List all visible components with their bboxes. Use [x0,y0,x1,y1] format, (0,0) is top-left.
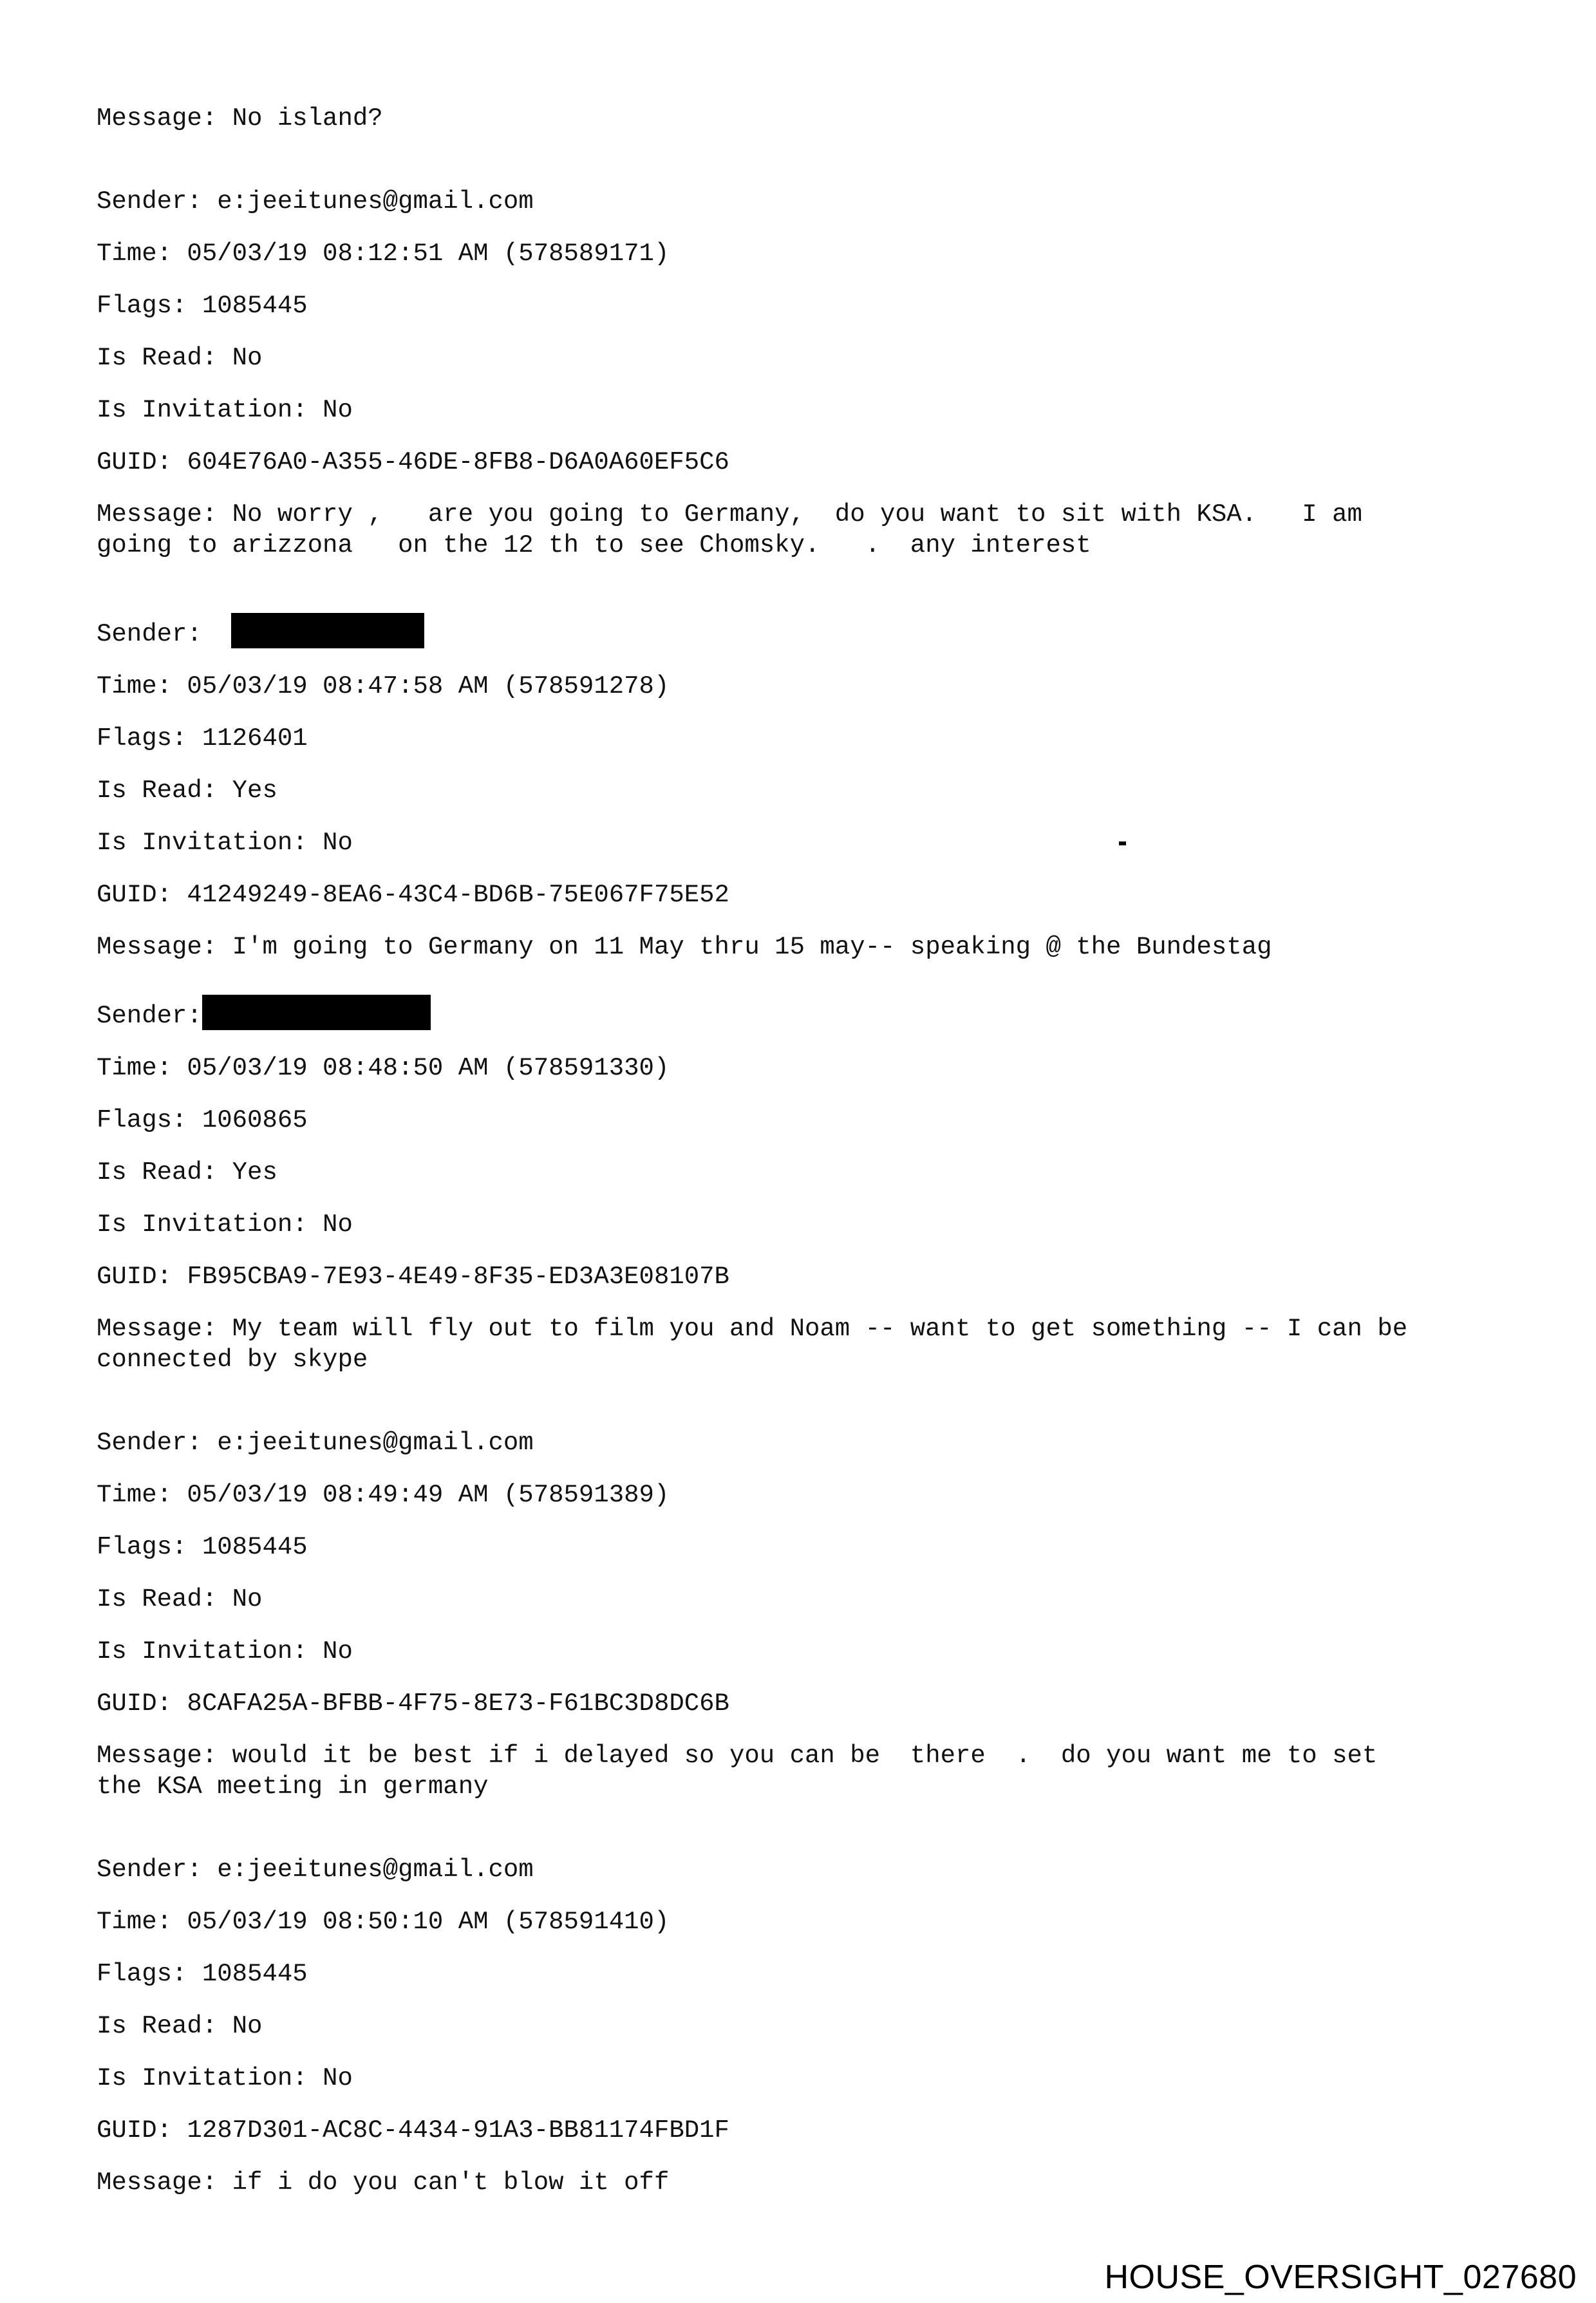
guid-line: GUID: 8CAFA25A-BFBB-4F75-8E73-F61BC3D8DC6B [97,1689,729,1718]
guid-line: GUID: 41249249-8EA6-43C4-BD6B-75E067F75E52 [97,881,729,909]
sender-line: Sender: e:jeeitunes@gmail.com [97,1429,534,1457]
time-line: Time: 05/03/19 08:49:49 AM (578591389) [97,1481,670,1509]
is-read-line: Is Read: Yes [97,1158,277,1187]
flags-line: Flags: 1085445 [97,1960,308,1988]
redaction-box [202,995,431,1030]
is-read-line: Is Read: No [97,344,263,372]
time-line: Time: 05/03/19 08:48:50 AM (578591330) [97,1054,670,1082]
message-text: Message: I'm going to Germany on 11 May thru 15 may-- speaking @ the Bundestag [97,933,1272,961]
message-text: Message: would it be best if i delayed so you can be there . do you want me to set the KSA meeting in germany [97,1742,1378,1801]
is-invitation-line: Is Invitation: No [97,1210,353,1239]
bates-number: HOUSE_OVERSIGHT_027680 [1104,2259,1577,2296]
message-text: Message: My team will fly out to film you and Noam -- want to get something -- I can be connected by skype [97,1315,1408,1374]
scan-speck [1119,841,1126,845]
message-record [97,995,1513,1375]
guid-line: GUID: 604E76A0-A355-46DE-8FB8-D6A0A60EF5C6 [97,448,729,476]
guid-line: GUID: 1287D301-AC8C-4434-91A3-BB81174FBD1F [97,2116,729,2145]
message-record [97,186,1513,561]
flags-line: Flags: 1085445 [97,1533,308,1561]
time-line: Time: 05/03/19 08:12:51 AM (578589171) [97,240,670,268]
is-invitation-line: Is Invitation: No [97,829,353,857]
sender-line [97,995,1513,1031]
time-line: Time: 05/03/19 08:50:10 AM (578591410) [97,1908,670,1936]
sender-line: Sender: e:jeeitunes@gmail.com [97,187,534,216]
is-invitation-line: Is Invitation: No [97,1637,353,1666]
message-text: Message: No worry , are you going to Germany, do you want to sit with KSA. I am going to arizzona on the 12 th to see Chomsky. . any interest [97,500,1362,559]
sender-line: Sender: e:jeeitunes@gmail.com [97,1856,534,1884]
flags-line: Flags: 1085445 [97,292,308,320]
sender-line [97,613,1513,650]
flags-line: Flags: 1126401 [97,724,308,753]
message-record [97,1427,1513,1802]
message-text: Message: No island? [97,104,383,133]
message-record [97,613,1513,963]
sender-label: Sender: [97,1002,202,1030]
is-invitation-line: Is Invitation: No [97,2064,353,2092]
time-line: Time: 05/03/19 08:47:58 AM (578591278) [97,672,670,700]
sender-label: Sender: [97,620,218,648]
message-record [97,1854,1513,2198]
is-read-line: Is Read: No [97,2012,263,2040]
guid-line: GUID: FB95CBA9-7E93-4E49-8F35-ED3A3E08107B [97,1263,729,1291]
is-read-line: Is Read: Yes [97,776,277,805]
message-text: Message: if i do you can't blow it off [97,2168,670,2197]
is-invitation-line: Is Invitation: No [97,396,353,424]
redaction-box [231,613,424,648]
flags-line: Flags: 1060865 [97,1106,308,1134]
is-read-line: Is Read: No [97,1585,263,1613]
document-page [97,103,1513,2198]
